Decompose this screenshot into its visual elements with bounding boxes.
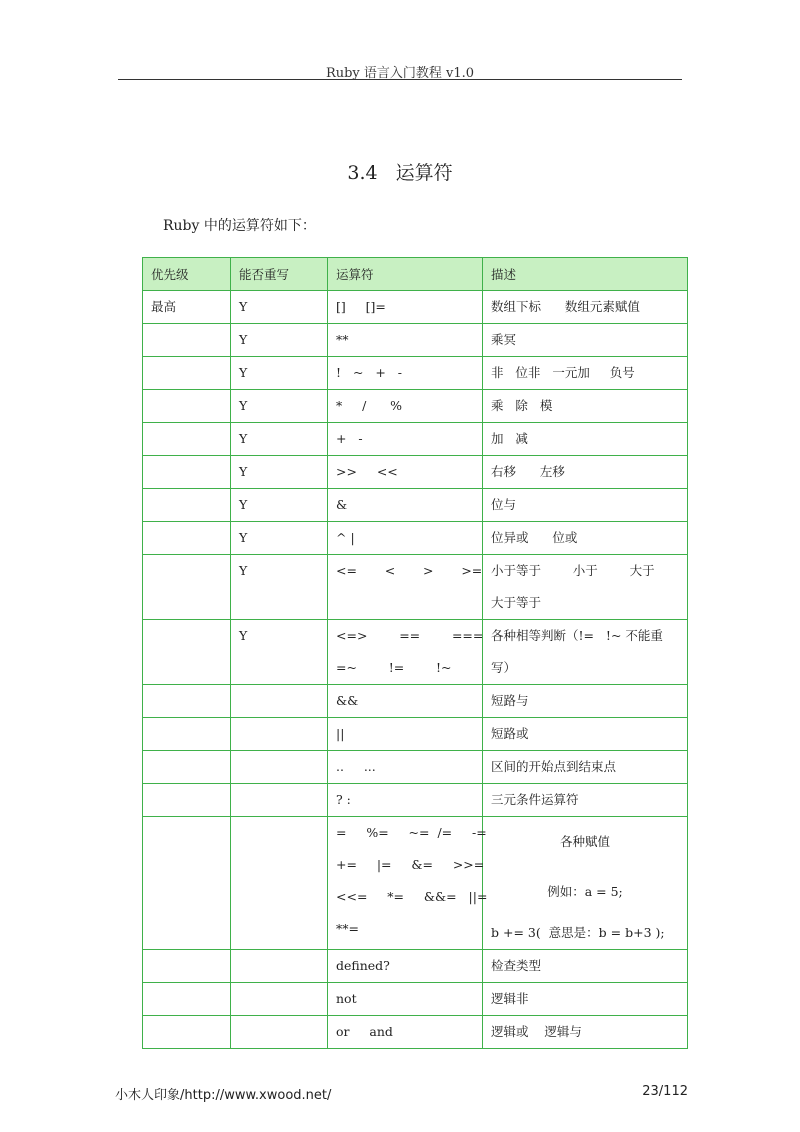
cell-override — [231, 522, 328, 555]
intro-text: Ruby 中的运算符如下： — [163, 218, 316, 234]
cell-override — [231, 718, 328, 751]
cell-text: 三元条件运算符 — [491, 792, 579, 807]
cell-priority — [143, 784, 231, 817]
cell-text: 大于等于 — [491, 595, 542, 610]
cell-text — [151, 685, 222, 717]
cell-text — [151, 983, 222, 1015]
cell-text — [151, 390, 222, 422]
cell-description — [483, 784, 688, 817]
cell-text: 加 减 — [491, 431, 528, 446]
cell-text — [239, 1016, 319, 1048]
cell-text — [151, 718, 222, 750]
cell-priority — [143, 456, 231, 489]
cell-priority — [143, 357, 231, 390]
table-header-row — [143, 258, 688, 291]
cell-operator — [328, 456, 483, 489]
cell-text: not — [336, 991, 357, 1006]
cell-text: 数组下标 数组元素赋值 — [491, 299, 640, 314]
cell-override — [231, 423, 328, 456]
cell-operator — [328, 817, 488, 950]
cell-priority — [143, 718, 231, 751]
cell-text — [151, 817, 222, 849]
cell-description — [483, 324, 688, 357]
table-row — [143, 950, 688, 983]
cell-text — [239, 983, 319, 1015]
cell-text: 位与 — [491, 497, 517, 512]
cell-text: 右移 左移 — [491, 464, 565, 479]
table-row — [143, 555, 688, 620]
cell-text — [239, 950, 319, 982]
cell-text: Y — [239, 431, 248, 446]
cell-text: 乘 除 模 — [491, 398, 553, 413]
cell-text — [151, 620, 222, 652]
cell-priority — [143, 1016, 231, 1049]
table-row — [143, 817, 688, 950]
table-row — [143, 357, 688, 390]
cell-text: 各种相等判断（!= !~ 不能重 — [491, 628, 663, 643]
cell-text: 最高 — [151, 299, 177, 314]
cell-description — [483, 357, 688, 390]
cell-text: Y — [239, 365, 248, 380]
cell-text: 逻辑非 — [491, 991, 529, 1006]
cell-text: Y — [239, 299, 248, 314]
cell-description — [483, 489, 688, 522]
cell-operator — [328, 522, 483, 555]
cell-operator — [328, 390, 483, 423]
cell-text: 各种赋值 — [559, 834, 610, 849]
cell-text: 乘冥 — [491, 332, 517, 347]
cell-description — [483, 751, 688, 784]
cell-text: Y — [239, 530, 248, 545]
cell-operator — [328, 555, 483, 620]
header-rule — [118, 79, 682, 80]
cell-text: * / % — [336, 398, 403, 413]
cell-text: .. ... — [336, 759, 376, 774]
table-body — [143, 291, 688, 1049]
table-row — [143, 983, 688, 1016]
table-row — [143, 456, 688, 489]
cell-priority — [143, 324, 231, 357]
section-heading: 运算符 — [395, 162, 453, 184]
cell-operator — [328, 784, 483, 817]
cell-text: + - — [336, 431, 363, 446]
cell-text: 检查类型 — [491, 958, 542, 973]
cell-priority — [143, 620, 231, 685]
footer-site: 小木人印象/http://www.xwood.net/ — [115, 1088, 332, 1103]
cell-priority — [143, 489, 231, 522]
cell-text — [151, 489, 222, 521]
cell-text: Y — [239, 497, 248, 512]
cell-operator — [328, 718, 483, 751]
cell-text: 非 位非 一元加 负号 — [491, 365, 635, 380]
cell-text: ! ~ + - — [336, 365, 402, 380]
cell-text: ^ | — [336, 530, 355, 545]
cell-operator — [328, 685, 483, 718]
cell-text — [151, 555, 222, 587]
cell-text — [151, 950, 222, 982]
cell-description — [483, 817, 688, 950]
cell-priority — [143, 685, 231, 718]
table-row — [143, 685, 688, 718]
table-row — [143, 522, 688, 555]
cell-operator — [328, 291, 483, 324]
cell-text — [151, 456, 222, 488]
cell-priority — [143, 423, 231, 456]
cell-text: 短路与 — [491, 693, 529, 708]
cell-text: & — [336, 497, 348, 512]
cell-priority — [143, 555, 231, 620]
cell-override — [231, 685, 328, 718]
cell-operator — [328, 751, 483, 784]
table-row — [143, 423, 688, 456]
cell-override — [231, 1016, 328, 1049]
table-row — [143, 784, 688, 817]
table-row — [143, 718, 688, 751]
cell-override — [231, 357, 328, 390]
cell-text: 区间的开始点到结束点 — [491, 759, 617, 774]
cell-text: ? : — [336, 792, 351, 807]
cell-text: <<= *= &&= ||= — [336, 889, 488, 904]
cell-description — [483, 423, 688, 456]
cell-description — [483, 390, 688, 423]
cell-override — [231, 620, 328, 685]
cell-override — [231, 555, 328, 620]
cell-text: Y — [239, 628, 248, 643]
cell-text: =~ != !~ — [336, 660, 452, 675]
cell-description — [483, 983, 688, 1016]
cell-description — [483, 950, 688, 983]
cell-text: ** — [336, 332, 349, 347]
cell-text — [239, 784, 319, 816]
cell-text: b += 3( 意思是：b = b+3 ); — [491, 925, 665, 940]
cell-text: [] []= — [336, 299, 386, 314]
cell-text: or and — [336, 1024, 393, 1039]
cell-text: defined? — [336, 958, 390, 973]
cell-description — [483, 685, 688, 718]
cell-text: || — [336, 726, 345, 741]
cell-priority — [143, 522, 231, 555]
table-row — [143, 620, 688, 685]
col-header-description: 描述 — [483, 258, 688, 291]
operator-table — [142, 257, 688, 1049]
col-header-operator: 运算符 — [328, 258, 483, 291]
cell-text: 短路或 — [491, 726, 529, 741]
cell-text: && — [336, 693, 359, 708]
cell-text: Y — [239, 398, 248, 413]
cell-text — [151, 751, 222, 783]
page-number: 23/112 — [642, 1084, 688, 1099]
table-row — [143, 324, 688, 357]
cell-text: Y — [239, 563, 248, 578]
cell-text — [239, 751, 319, 783]
cell-override — [231, 324, 328, 357]
cell-priority — [143, 983, 231, 1016]
cell-text — [239, 718, 319, 750]
cell-text — [239, 817, 319, 849]
cell-text: **= — [336, 921, 359, 936]
cell-operator — [328, 489, 483, 522]
cell-operator — [328, 324, 483, 357]
table-row — [143, 1016, 688, 1049]
cell-text: 例如：a = 5; — [547, 884, 623, 899]
col-header-priority: 优先级 — [143, 258, 231, 291]
cell-text — [151, 357, 222, 389]
cell-description — [483, 291, 688, 324]
cell-operator — [328, 1016, 483, 1049]
cell-override — [231, 983, 328, 1016]
cell-operator — [328, 357, 483, 390]
cell-text: Y — [239, 464, 248, 479]
cell-text: <= < > >= — [336, 563, 483, 578]
cell-priority — [143, 751, 231, 784]
cell-text — [151, 423, 222, 455]
running-header: Ruby 语言入门教程 v1.0 — [325, 66, 475, 81]
cell-override — [231, 291, 328, 324]
cell-text: = %= ~= /= -= — [336, 825, 487, 840]
cell-priority — [143, 817, 231, 950]
cell-operator — [328, 983, 483, 1016]
section-number: 3.4 — [347, 162, 378, 184]
cell-override — [231, 784, 328, 817]
cell-override — [231, 817, 328, 950]
cell-text — [151, 324, 222, 356]
cell-operator — [328, 620, 483, 685]
cell-description — [483, 555, 688, 620]
table-row — [143, 751, 688, 784]
cell-override — [231, 489, 328, 522]
cell-operator — [328, 950, 483, 983]
cell-description — [483, 1016, 688, 1049]
cell-text: 逻辑或 逻辑与 — [491, 1024, 582, 1039]
col-header-override: 能否重写 — [231, 258, 328, 291]
cell-text: >> << — [336, 464, 398, 479]
section-title — [0, 158, 800, 185]
cell-priority — [143, 390, 231, 423]
cell-override — [231, 950, 328, 983]
cell-text: 小于等于 小于 大于 — [491, 563, 655, 578]
cell-priority — [143, 950, 231, 983]
cell-text: 位异或 位或 — [491, 530, 578, 545]
cell-text — [151, 1016, 222, 1048]
cell-override — [231, 751, 328, 784]
cell-operator — [328, 423, 483, 456]
cell-text — [239, 685, 319, 717]
cell-description — [483, 718, 688, 751]
cell-text: Y — [239, 332, 248, 347]
cell-text: += |= &= >>= — [336, 857, 485, 872]
cell-override — [231, 456, 328, 489]
cell-text — [151, 784, 222, 816]
cell-description — [483, 620, 688, 685]
cell-description — [483, 456, 688, 489]
cell-description — [483, 522, 688, 555]
cell-priority — [143, 291, 231, 324]
table-row — [143, 489, 688, 522]
cell-text: 写） — [491, 660, 517, 675]
table-row — [143, 291, 688, 324]
table-row — [143, 390, 688, 423]
cell-text — [151, 522, 222, 554]
cell-override — [231, 390, 328, 423]
cell-text: <=> == === — [336, 628, 484, 643]
